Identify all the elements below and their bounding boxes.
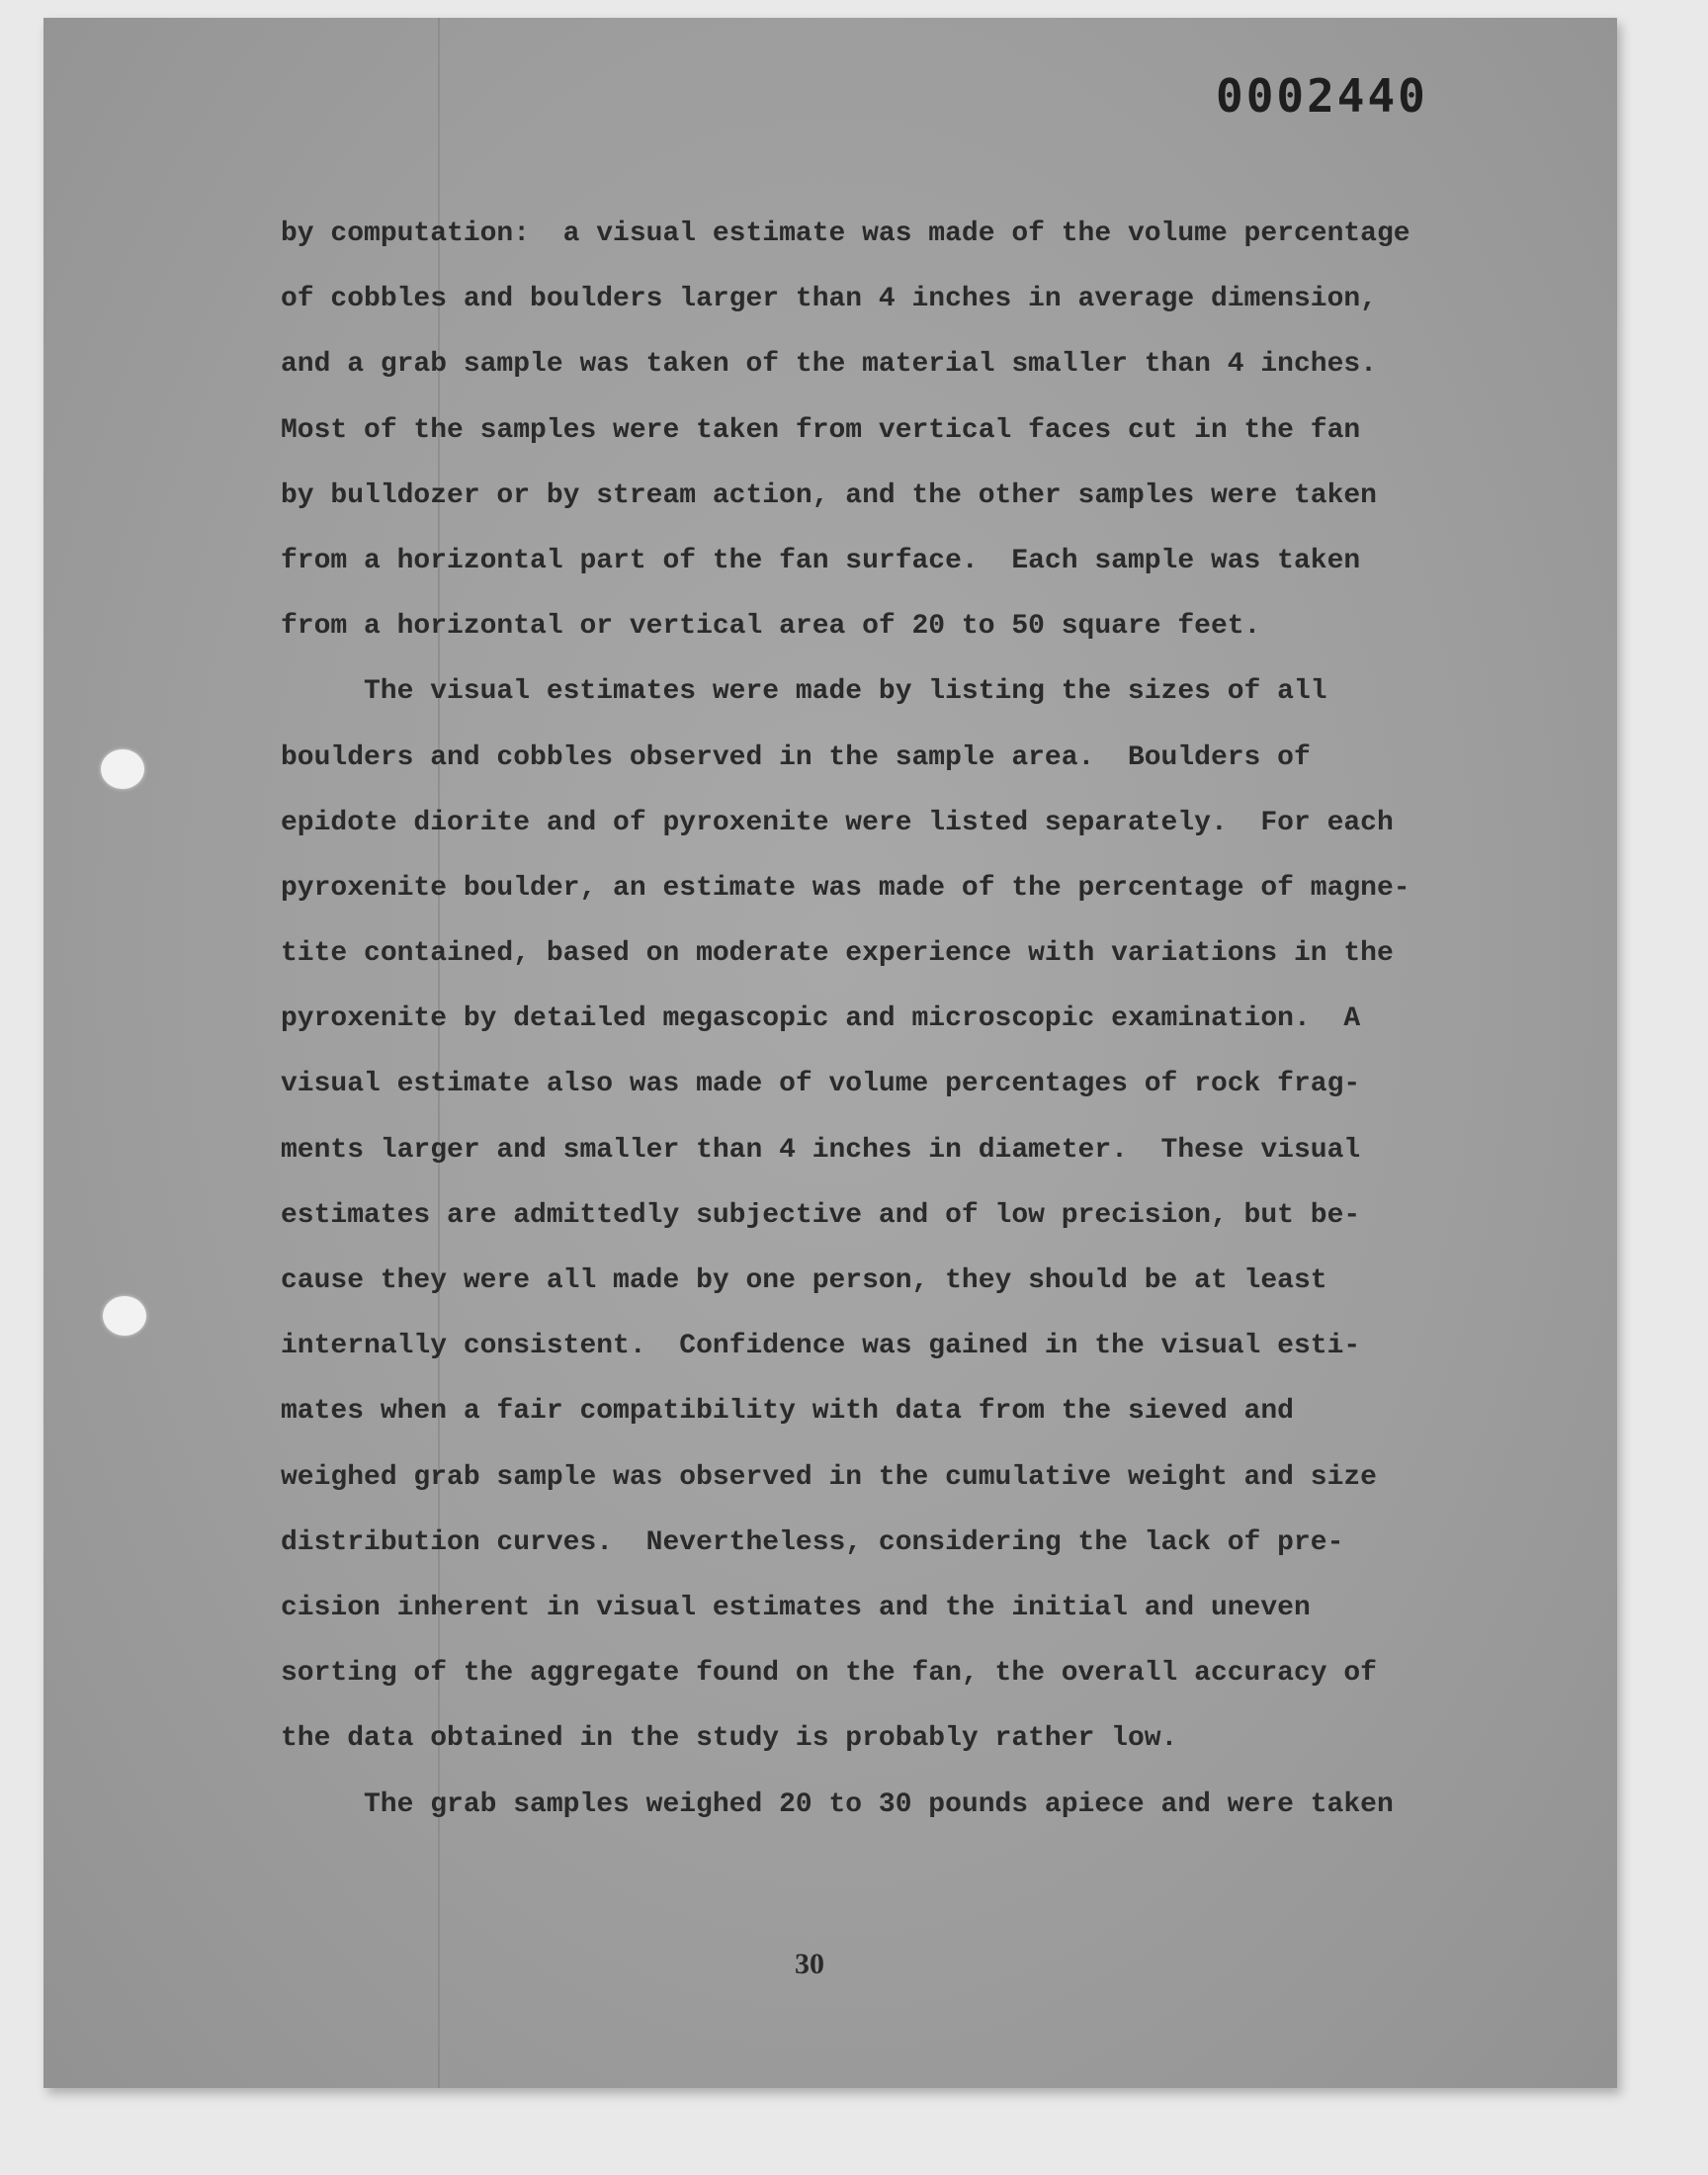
text-line: sorting of the aggregate found on the fan, the overall accuracy of [281, 1658, 1377, 1690]
text-line: from a horizontal part of the fan surface. Each sample was taken [281, 545, 1361, 576]
text-line: by bulldozer or by stream action, and the other samples were taken [281, 479, 1377, 511]
text-line: pyroxenite by detailed megascopic and microscopic examination. A [281, 1003, 1361, 1035]
text-line: visual estimate also was made of volume percentages of rock frag- [281, 1069, 1361, 1100]
text-line: by computation: a visual estimate was made of the volume percentage [281, 218, 1410, 249]
text-line: ments larger and smaller than 4 inches in diameter. These visual [281, 1134, 1361, 1166]
punch-hole [101, 749, 144, 789]
punch-hole [103, 1296, 146, 1336]
text-line: tite contained, based on moderate experience with variations in the [281, 938, 1394, 970]
text-line: epidote diorite and of pyroxenite were listed separately. For each [281, 807, 1394, 838]
paragraph-start-line: The visual estimates were made by listing the sizes of all [364, 676, 1327, 708]
text-line: distribution curves. Nevertheless, considering the lack of pre- [281, 1526, 1344, 1558]
text-line: the data obtained in the study is probably rather low. [281, 1723, 1178, 1755]
document-page [43, 18, 1617, 2088]
text-line: from a horizontal or vertical area of 20 to 50 square feet. [281, 611, 1261, 643]
text-line: of cobbles and boulders larger than 4 inches in average dimension, [281, 284, 1377, 315]
text-line: internally consistent. Confidence was gained in the visual esti- [281, 1331, 1361, 1362]
text-line: Most of the samples were taken from vertical faces cut in the fan [281, 414, 1361, 446]
paragraph-start-line: The grab samples weighed 20 to 30 pounds apiece and were taken [364, 1788, 1394, 1820]
text-line: mates when a fair compatibility with data from the sieved and [281, 1396, 1294, 1428]
document-number: 0002440 [1216, 69, 1428, 123]
text-line: weighed grab sample was observed in the cumulative weight and size [281, 1461, 1377, 1493]
text-line: boulders and cobbles observed in the sample area. Boulders of [281, 741, 1311, 773]
body-text [281, 202, 1457, 1838]
page-number: 30 [795, 1948, 824, 1980]
text-line: and a grab sample was taken of the material smaller than 4 inches. [281, 349, 1377, 381]
text-line: estimates are admittedly subjective and of low precision, but be- [281, 1199, 1361, 1231]
text-line: cause they were all made by one person, they should be at least [281, 1265, 1327, 1296]
text-line: pyroxenite boulder, an estimate was made of the percentage of magne- [281, 872, 1410, 904]
text-line: cision inherent in visual estimates and the initial and uneven [281, 1592, 1311, 1623]
